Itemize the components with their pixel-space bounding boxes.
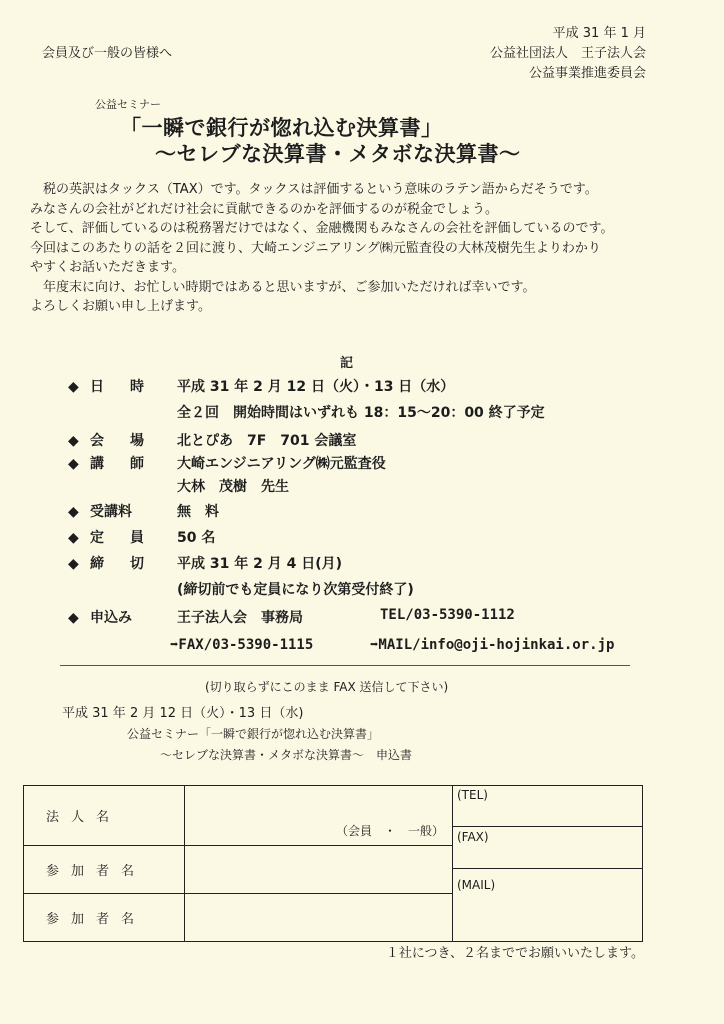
addressee: 会員及び一般の皆様へ — [42, 46, 173, 61]
intro-line: やすくお話いただきます。 — [30, 260, 185, 275]
application-form-table — [23, 785, 643, 942]
diamond-bullet-icon: ◆ — [68, 433, 79, 449]
intro-text — [30, 180, 690, 317]
session-info: 全２回 開始時間はいずれも 18：15～20：00 終了予定 — [177, 405, 545, 421]
fee-label: ◆ 受講料 — [68, 504, 132, 520]
member-type-options[interactable]: （会員 ・ 一般） — [335, 824, 444, 838]
form-title: 公益セミナー「一瞬で銀行が惚れ込む決算書」 — [127, 727, 380, 741]
intro-line: よろしくお願い申し上げます。 — [30, 299, 211, 314]
venue-label: ◆ 会 場 — [68, 433, 150, 449]
lecturer-affiliation: 大崎エンジニアリング㈱元監査役 — [177, 456, 386, 472]
notice-heading: 記 — [340, 356, 354, 371]
organization-name: 公益社団法人 王子法人会 — [489, 46, 646, 61]
participant-field[interactable] — [185, 846, 453, 894]
seminar-title: 「一瞬で銀行が惚れ込む決算書」 — [120, 116, 443, 140]
participant-field[interactable] — [185, 894, 453, 942]
capacity-value: 50 名 — [177, 530, 216, 546]
deadline-note: (締切前でも定員になり次第受付終了) — [177, 582, 414, 598]
lecturer-label: ◆ 講 師 — [68, 456, 150, 472]
intro-line: 年度末に向け、お忙しい時期ではあると思いますが、ご参加いただければ幸いです。 — [30, 279, 536, 295]
deadline-value: 平成 31 年 2 月 4 日(月) — [177, 556, 343, 572]
apply-mail[interactable]: ➡MAIL/info@oji-hojinkai.or.jp — [370, 637, 615, 653]
diamond-bullet-icon: ◆ — [68, 556, 79, 572]
apply-fax: ➡FAX/03-5390-1115 — [170, 637, 314, 653]
tel-field[interactable]: (TEL) — [456, 788, 488, 802]
intro-line: みなさんの会社がどれだけ社会に貢献できるのかを評価するのが税金でしょう。 — [30, 201, 499, 217]
form-date: 平成 31 年 2 月 12 日（火）・13 日（水) — [62, 706, 304, 721]
issue-date: 平成 31 年 1 月 — [552, 26, 646, 41]
fax-field[interactable]: (FAX) — [456, 830, 489, 844]
cut-line — [60, 665, 630, 666]
committee-name: 公益事業推進委員会 — [528, 66, 646, 81]
venue-value: 北とぴあ 7F 701 会議室 — [177, 433, 357, 449]
diamond-bullet-icon: ◆ — [68, 610, 79, 626]
lecturer-name: 大林 茂樹 先生 — [177, 479, 289, 495]
apply-tel: TEL/03-5390-1112 — [380, 607, 515, 623]
mail-field[interactable]: (MAIL) — [456, 878, 496, 892]
participant-label: 参加者名 — [24, 846, 185, 894]
company-name-label: 法人名 — [24, 786, 185, 846]
intro-line: そして、評価しているのは税務署だけではなく、金融機関もみなさんの会社を評価しているのです。 — [30, 221, 614, 236]
intro-line: 税の英訳はタックス（TAX）です。タックスは評価するという意味のラテン語からだそうです。 — [30, 182, 598, 197]
apply-office: 王子法人会 事務局 — [177, 610, 303, 626]
datetime-value: 平成 31 年 2 月 12 日（火）・13 日（水） — [177, 379, 455, 395]
diamond-bullet-icon: ◆ — [68, 530, 79, 546]
diamond-bullet-icon: ◆ — [68, 456, 79, 472]
datetime-label: ◆ 日 時 — [68, 379, 150, 395]
participant-label: 参加者名 — [24, 894, 185, 942]
capacity-label: ◆ 定 員 — [68, 530, 150, 546]
form-subtitle: ～セレブな決算書・メタボな決算書～ 申込書 — [160, 748, 413, 762]
intro-line: 今回はこのあたりの話を２回に渡り、大崎エンジニアリング㈱元監査役の大林茂樹先生よりわかり — [30, 240, 601, 256]
diamond-bullet-icon: ◆ — [68, 504, 79, 520]
diamond-bullet-icon: ◆ — [68, 379, 79, 395]
seminar-subtitle: ～セレブな決算書・メタボな決算書～ — [155, 142, 521, 166]
fax-note: (切り取らずにこのまま FAX 送信して下さい) — [205, 680, 449, 694]
deadline-label: ◆ 締 切 — [68, 556, 150, 572]
fee-value: 無 料 — [177, 504, 219, 520]
contact-fields — [452, 786, 642, 942]
footer-note: １社につき、２名まででお願いいたします。 — [385, 946, 644, 961]
apply-label: ◆ 申込み — [68, 610, 132, 626]
company-name-field[interactable] — [185, 786, 453, 846]
seminar-label: 公益セミナー — [95, 98, 161, 111]
